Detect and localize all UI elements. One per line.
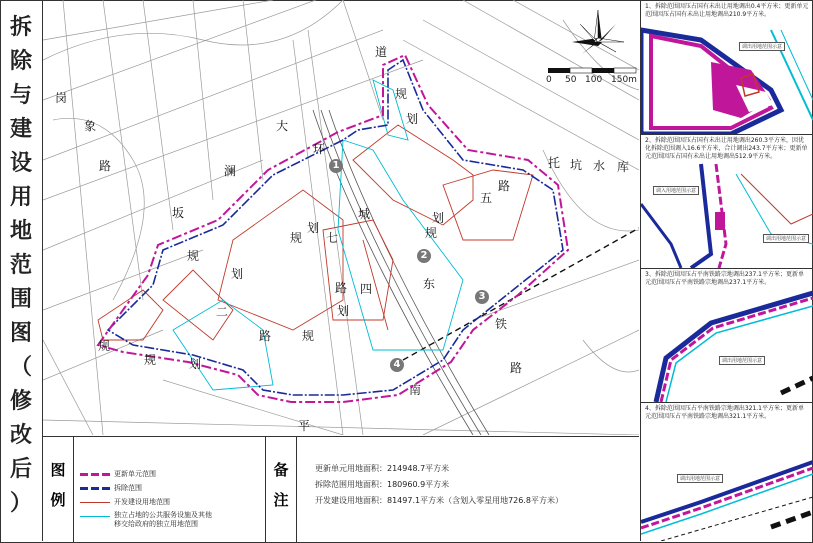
legend-swatch bbox=[80, 473, 110, 476]
street-label: 环 bbox=[313, 142, 326, 156]
street-label: 南 bbox=[409, 383, 422, 397]
street-label: 划 bbox=[189, 357, 202, 371]
legend-swatch bbox=[80, 487, 110, 490]
street-label: 划 bbox=[337, 304, 350, 318]
street-label: 五 bbox=[480, 191, 493, 205]
street-label: 平 bbox=[298, 419, 311, 433]
legend-label: 拆除范围 bbox=[114, 484, 142, 492]
legend-swatch bbox=[80, 502, 110, 503]
side-panel-text: 2、拆除范围因压占国有未出让用地调出260.3平方米，因优化拆除范围调入16.6平方米，合计调出243.7平方米；更新单元范围因压占国有未出让用地调出512.9平方米。 bbox=[645, 137, 808, 160]
street-label: 规 bbox=[290, 231, 303, 245]
street-label: 七 bbox=[326, 231, 339, 245]
scale-bar bbox=[548, 68, 636, 73]
street-label: 水 bbox=[593, 159, 606, 173]
side-panel-text: 3、拆除范围因压占平南铁路宗地调出237.1平方米；更新单元范围因压占平南铁路宗地调出237.1平方米。 bbox=[645, 271, 804, 286]
marker-2: 2 bbox=[417, 249, 431, 263]
street-label: 道 bbox=[375, 45, 388, 59]
street-label: 澜 bbox=[224, 164, 237, 178]
street-label: 库 bbox=[617, 160, 630, 174]
street-label: 四 bbox=[360, 282, 373, 296]
street-label: 规 bbox=[98, 339, 111, 353]
side-panel-text: 4、拆除范围因压占平南铁路宗地调出321.1平方米；更新单元范围因压占平南铁路宗地调出321.1平方米。 bbox=[645, 405, 804, 420]
marker-1: 1 bbox=[329, 159, 343, 173]
street-label: 坑 bbox=[570, 158, 583, 172]
street-label: 二 bbox=[216, 305, 229, 319]
side-panel-map bbox=[641, 268, 813, 402]
title-char: 地 bbox=[9, 218, 32, 244]
title-char: 围 bbox=[9, 286, 32, 312]
title-char: 范 bbox=[9, 252, 32, 278]
legend-panel bbox=[43, 436, 639, 542]
road-grid bbox=[43, 0, 639, 435]
street-label: 坂 bbox=[172, 206, 185, 220]
title-char: 用 bbox=[9, 184, 32, 210]
title-char: （ bbox=[9, 354, 32, 380]
side-panel-4 bbox=[640, 402, 813, 541]
side-panel-map bbox=[641, 0, 813, 134]
title-char: 后 bbox=[9, 456, 32, 482]
street-label: 岗 bbox=[55, 91, 68, 105]
note-demolition-area: 拆除范围用地面积：180960.9平方米 bbox=[315, 480, 450, 489]
notes-title-char: 备 bbox=[273, 461, 289, 479]
scale-label: 50 bbox=[565, 75, 577, 85]
title-char: 与 bbox=[9, 82, 32, 108]
title-column bbox=[0, 0, 43, 541]
street-label: 划 bbox=[231, 267, 244, 281]
street-label: 路 bbox=[335, 281, 348, 295]
side-panel-map bbox=[641, 134, 813, 268]
street-label: 托 bbox=[548, 156, 561, 170]
street-label: 城 bbox=[358, 207, 371, 221]
street-label: 规 bbox=[187, 249, 200, 263]
note-renewal-area: 更新单元用地面积：214948.7平方米 bbox=[315, 464, 450, 473]
street-label: 规 bbox=[302, 329, 315, 343]
street-label: 规 bbox=[425, 226, 438, 240]
legend-title-char: 图 bbox=[50, 461, 66, 479]
title-char: 改 bbox=[9, 422, 32, 448]
title-char: 建 bbox=[9, 116, 32, 142]
side-panel-tag: 调出用地范围示意 bbox=[719, 356, 765, 365]
notes-title-char: 注 bbox=[273, 491, 289, 509]
legend-label: 更新单元范围 bbox=[114, 470, 156, 478]
street-label: 路 bbox=[99, 159, 112, 173]
legend-title-char: 例 bbox=[50, 491, 66, 509]
side-panel-1 bbox=[640, 0, 813, 135]
street-label: 规 bbox=[144, 353, 157, 367]
side-panel-text: 1、拆除范围因压占国有未出让用地调出0.4平方米；更新单元范围因压占国有未出让用地调出210.9平方米。 bbox=[645, 3, 809, 18]
title-char: ） bbox=[9, 490, 32, 516]
street-label: 路 bbox=[510, 361, 523, 375]
scale-label: 150m bbox=[611, 75, 637, 85]
street-label: 东 bbox=[423, 277, 436, 291]
side-panel-map bbox=[641, 402, 813, 541]
title-char: 除 bbox=[9, 48, 32, 74]
marker-4: 4 bbox=[390, 358, 404, 372]
renewal-unit-range bbox=[98, 55, 568, 402]
street-label: 路 bbox=[498, 179, 511, 193]
street-label: 铁 bbox=[495, 317, 508, 331]
map-canvas bbox=[43, 0, 639, 435]
legend-label: 独立占地的公共服务设施及其他 移交给政府的独立用地范围 bbox=[114, 511, 212, 528]
marker-3: 3 bbox=[475, 290, 489, 304]
street-label: 路 bbox=[259, 329, 272, 343]
title-char: 修 bbox=[9, 388, 32, 414]
side-panel-tag: 调出用地范围示意 bbox=[677, 474, 723, 483]
street-label: 象 bbox=[84, 119, 97, 133]
legend-swatch bbox=[80, 516, 110, 517]
map-area bbox=[43, 0, 639, 435]
legend-title bbox=[43, 437, 74, 542]
scale-label: 0 bbox=[546, 75, 552, 85]
street-label: 大 bbox=[276, 119, 289, 133]
side-panel-tag: 调出用地范围示意 bbox=[763, 234, 809, 243]
street-label: 划 bbox=[406, 112, 419, 126]
note-development-area: 开发建设用地面积：81497.1平方米（含划入零星用地726.8平方米） bbox=[315, 496, 563, 505]
street-label: 划 bbox=[307, 221, 320, 235]
side-panel-3 bbox=[640, 268, 813, 403]
notes-title bbox=[265, 437, 297, 542]
side-panel-2 bbox=[640, 134, 813, 269]
street-label: 规 bbox=[395, 87, 408, 101]
title-char: 图 bbox=[9, 320, 32, 346]
title-char: 设 bbox=[9, 150, 32, 176]
side-panel-tag: 调入用地范围示意 bbox=[653, 186, 699, 195]
title-char: 拆 bbox=[9, 14, 32, 40]
legend-label: 开发建设用地范围 bbox=[114, 498, 170, 506]
scale-label: 100 bbox=[585, 75, 603, 85]
street-label: 划 bbox=[432, 211, 445, 225]
side-panel-tag: 调出用地范围示意 bbox=[739, 42, 785, 51]
